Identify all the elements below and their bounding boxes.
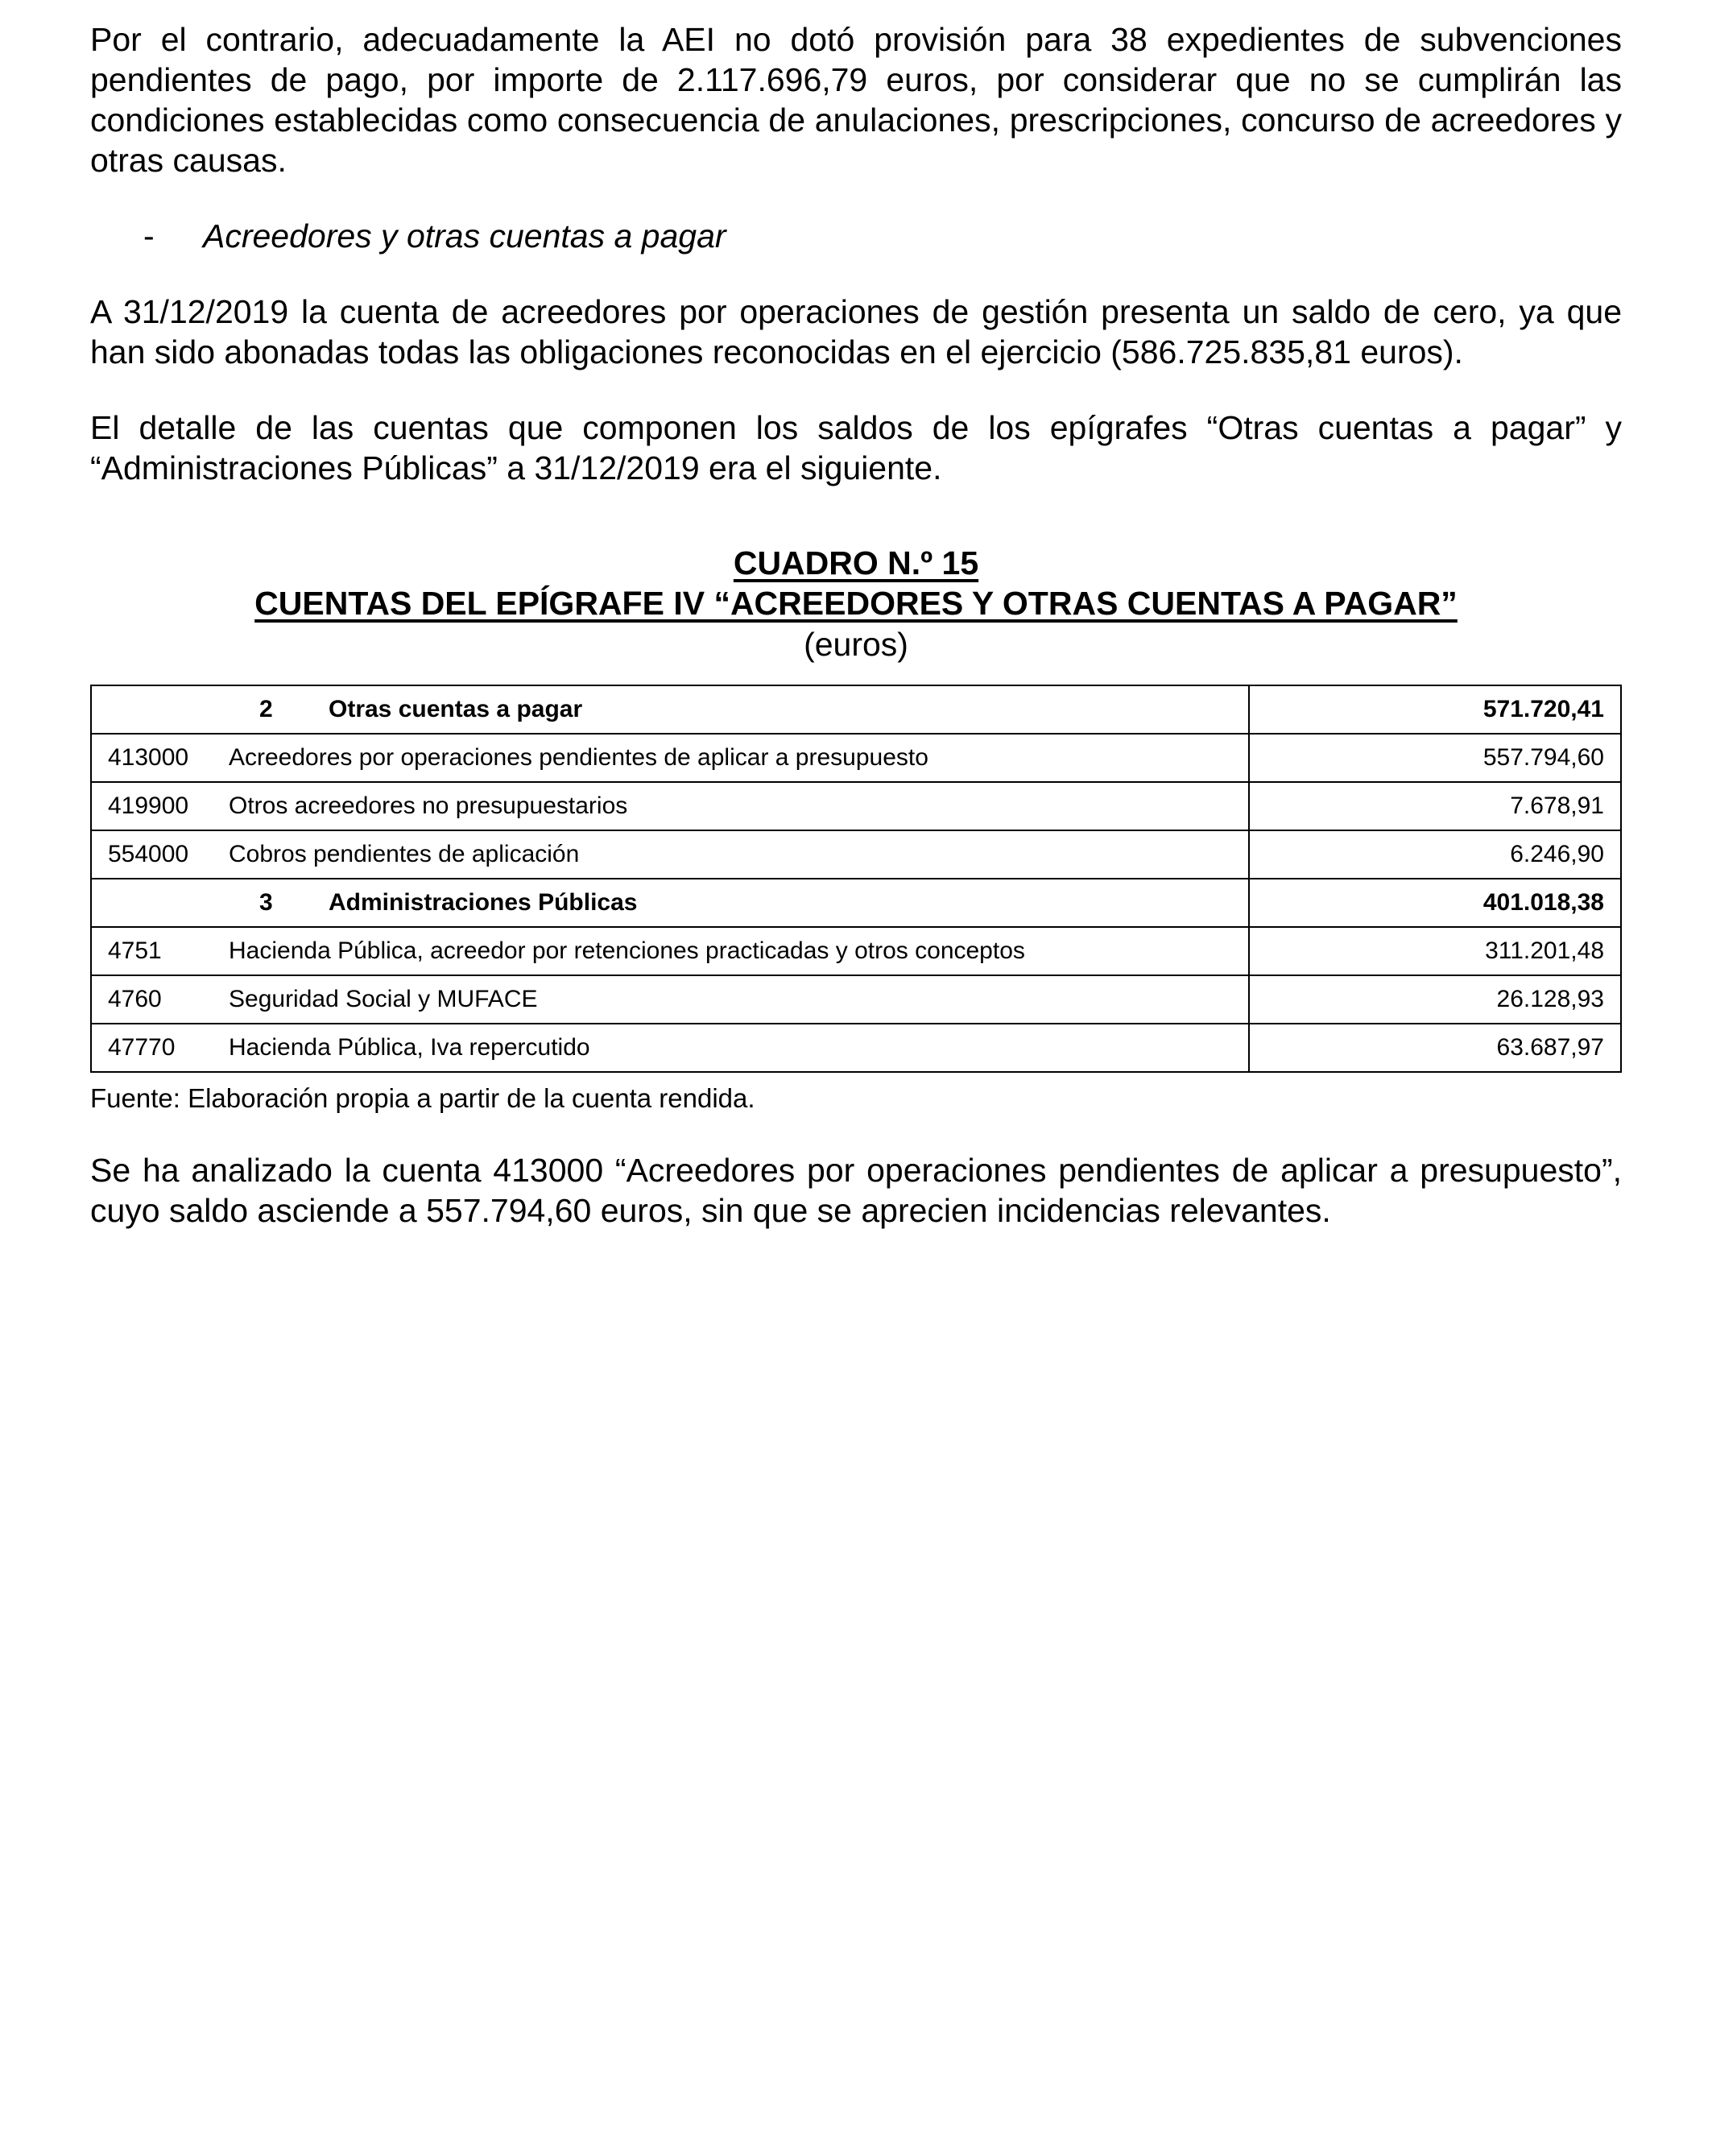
- table-title-block: [90, 543, 1622, 665]
- subtotal-number: 2: [259, 696, 273, 722]
- table-row: [91, 975, 1621, 1024]
- table-cell-amount: 401.018,38: [1249, 879, 1621, 927]
- account-label: Cobros pendientes de aplicación: [229, 841, 580, 867]
- table-cell-amount: 26.128,93: [1249, 975, 1621, 1024]
- account-label: Seguridad Social y MUFACE: [229, 986, 538, 1012]
- table-cell-amount: 7.678,91: [1249, 782, 1621, 830]
- table-row: [91, 830, 1621, 879]
- paragraph-detalle-cuentas: El detalle de las cuentas que componen los saldos de los epígrafes “Otras cuentas a pagar” y “Administraciones Públicas” a 31/12/2019 era el siguiente.: [90, 409, 1622, 486]
- table-cell-description: [91, 782, 1249, 830]
- table-row: [91, 734, 1621, 782]
- table-cell-description: [91, 879, 1249, 927]
- table-row: [91, 1024, 1621, 1072]
- paragraph-provision: Por el contrario, adecuadamente la AEI no dotó provisión para 38 expedientes de subvenciones pendientes de pago, por importe de 2.117.696,79 euros, por considerar que no se cumplirán las condiciones establecidas como consecuencia de anulaciones, prescripciones, concurso de acreedores y otras causas.: [90, 21, 1622, 179]
- subtotal-label: Administraciones Públicas: [329, 889, 638, 916]
- table-cell-description: [91, 685, 1249, 734]
- table-cell-amount: 571.720,41: [1249, 685, 1621, 734]
- accounts-table: [90, 685, 1622, 1073]
- list-item-label: Acreedores y otras cuentas a pagar: [203, 217, 726, 254]
- subtotal-number: 3: [259, 889, 273, 916]
- paragraph-saldo-cero: A 31/12/2019 la cuenta de acreedores por operaciones de gestión presenta un saldo de cero, ya que han sido abonadas todas las obligaciones reconocidas en el ejercicio (586.725.835,81 euros).: [90, 293, 1622, 370]
- table-main-title: CUENTAS DEL EPÍGRAFE IV “ACREEDORES Y OTRAS CUENTAS A PAGAR”: [254, 585, 1458, 622]
- table-row-subtotal: [91, 685, 1621, 734]
- account-label: Otros acreedores no presupuestarios: [229, 792, 628, 819]
- subtotal-label: Otras cuentas a pagar: [329, 696, 583, 722]
- table-row: [91, 927, 1621, 975]
- account-code: 47770: [108, 1034, 176, 1061]
- table-row: [91, 782, 1621, 830]
- account-code: 4760: [108, 986, 162, 1012]
- account-code: 554000: [108, 841, 189, 867]
- account-code: 4751: [108, 937, 162, 964]
- table-cell-description: [91, 734, 1249, 782]
- table-cell-description: [91, 830, 1249, 879]
- account-code: 413000: [108, 744, 189, 771]
- table-number-title: CUADRO N.º 15: [733, 544, 979, 581]
- account-label: Acreedores por operaciones pendientes de aplicar a presupuesto: [229, 744, 928, 771]
- table-cell-amount: 63.687,97: [1249, 1024, 1621, 1072]
- document-page: [90, 19, 1622, 1231]
- account-code: 419900: [108, 792, 189, 819]
- table-cell-amount: 6.246,90: [1249, 830, 1621, 879]
- table-cell-amount: 311.201,48: [1249, 927, 1621, 975]
- table-unit-label: (euros): [804, 626, 908, 663]
- list-dash: -: [143, 217, 155, 254]
- table-source-note: Fuente: Elaboración propia a partir de la cuenta rendida.: [90, 1083, 755, 1113]
- table-row-subtotal: [91, 879, 1621, 927]
- table-cell-description: [91, 975, 1249, 1024]
- account-label: Hacienda Pública, Iva repercutido: [229, 1034, 590, 1061]
- table-cell-description: [91, 927, 1249, 975]
- account-label: Hacienda Pública, acreedor por retenciones practicadas y otros conceptos: [229, 937, 1025, 964]
- list-item-acreedores: [90, 216, 1622, 256]
- table-cell-description: [91, 1024, 1249, 1072]
- paragraph-analisis-413000: Se ha analizado la cuenta 413000 “Acreedores por operaciones pendientes de aplicar a presupuesto”, cuyo saldo asciende a 557.794,60 euros, sin que se aprecien incidencias relevantes.: [90, 1152, 1622, 1229]
- table-cell-amount: 557.794,60: [1249, 734, 1621, 782]
